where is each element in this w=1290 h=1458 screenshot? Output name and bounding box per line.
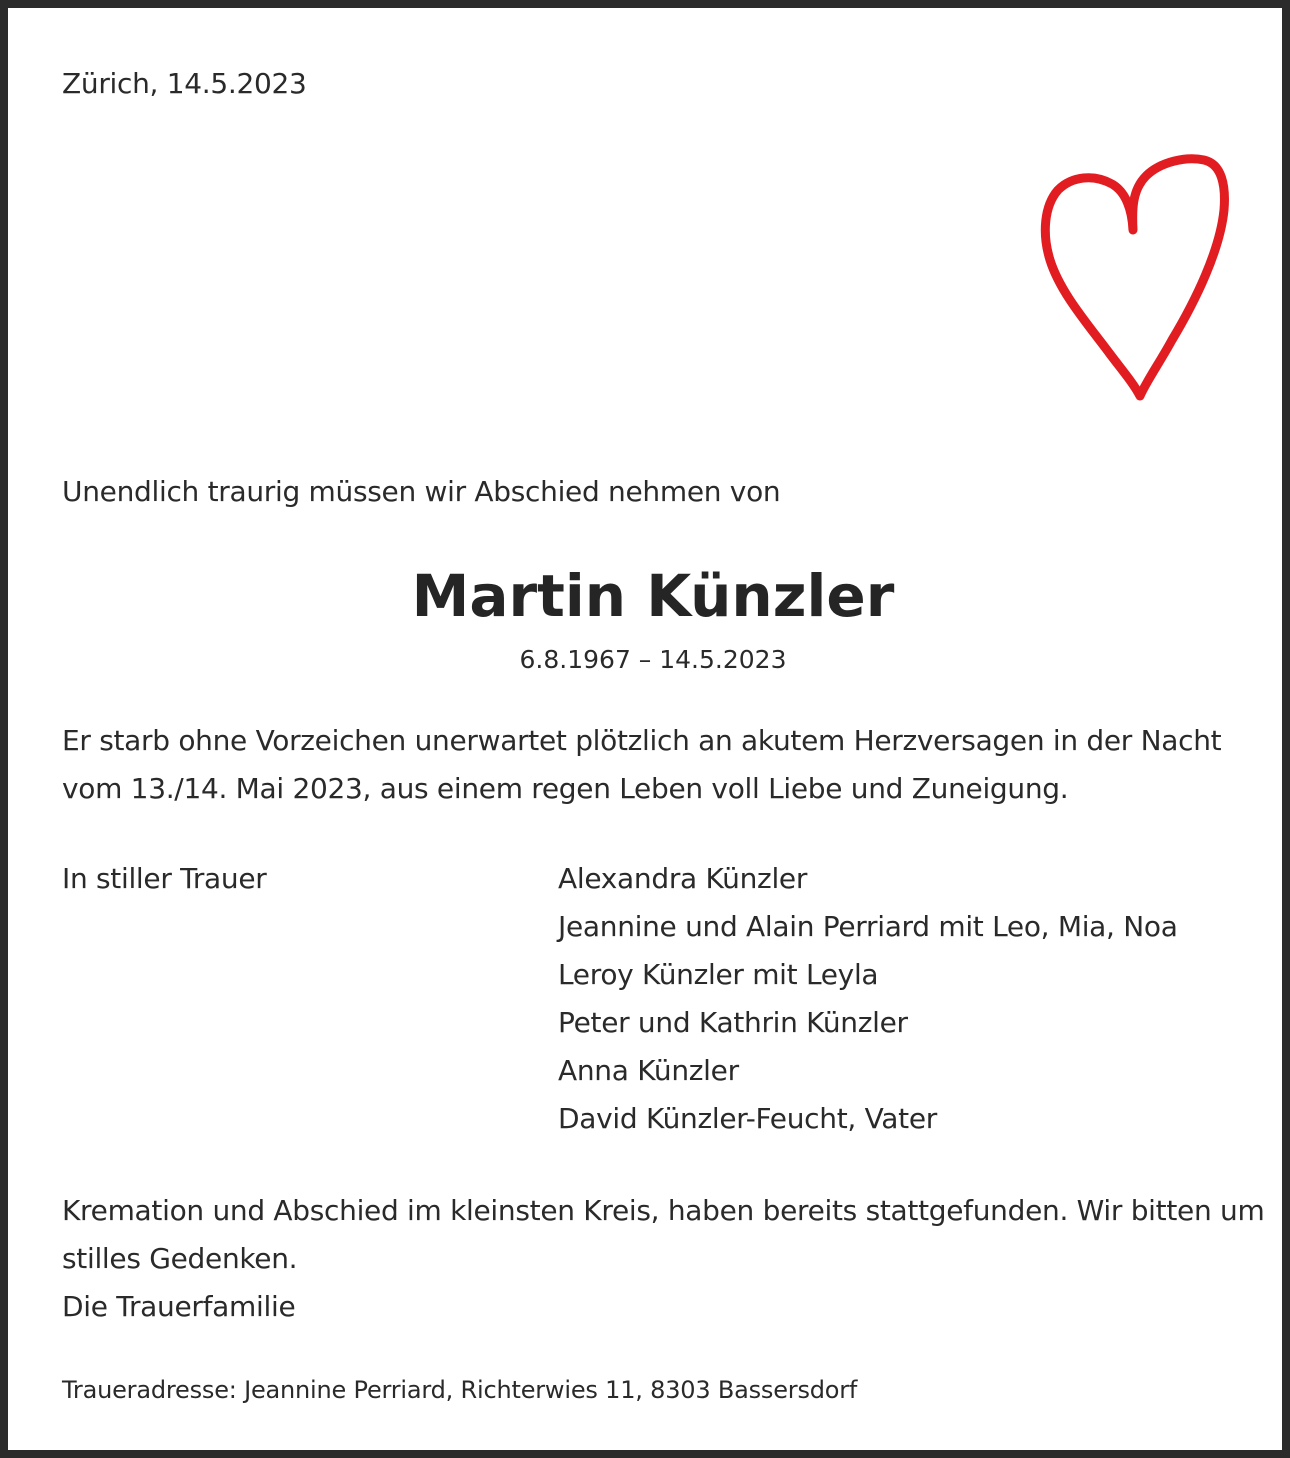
statement-line: vom 13./14. Mai 2023, aus einem regen Leben voll Liebe und Zuneigung. — [62, 772, 1069, 805]
closing-line: Kremation und Abschied im kleinsten Kreis, haben bereits stattgefunden. Wir bitten um — [62, 1194, 1265, 1227]
intro-text: Unendlich traurig müssen wir Abschied nehmen von — [62, 475, 781, 508]
mourning-label: In stiller Trauer — [62, 862, 267, 895]
deceased-name: Martin Künzler — [411, 562, 895, 630]
mourner-name: Peter und Kathrin Künzler — [558, 1006, 908, 1039]
closing-text — [62, 1187, 1264, 1331]
statement-line: Er starb ohne Vorzeichen unerwartet plötzlich an akutem Herzversagen in der Nacht — [62, 724, 1222, 757]
mourner-list — [558, 855, 1178, 1143]
mourner-name: Leroy Künzler mit Leyla — [558, 958, 879, 991]
death-statement — [62, 717, 1242, 813]
closing-line: stilles Gedenken. — [62, 1242, 298, 1275]
mourning-address: Traueradresse: Jeannine Perriard, Richterwies 11, 8303 Bassersdorf — [62, 1376, 858, 1404]
heart-icon — [1036, 150, 1236, 402]
mourner-name: Jeannine und Alain Perriard mit Leo, Mia, Noa — [558, 910, 1178, 943]
closing-signature: Die Trauerfamilie — [62, 1290, 296, 1323]
mourner-name: Alexandra Künzler — [558, 862, 808, 895]
place-date: Zürich, 14.5.2023 — [62, 67, 307, 100]
mourner-name: David Künzler-Feucht, Vater — [558, 1102, 937, 1135]
mourner-name: Anna Künzler — [558, 1054, 739, 1087]
lifespan-dates: 6.8.1967 – 14.5.2023 — [519, 645, 787, 674]
